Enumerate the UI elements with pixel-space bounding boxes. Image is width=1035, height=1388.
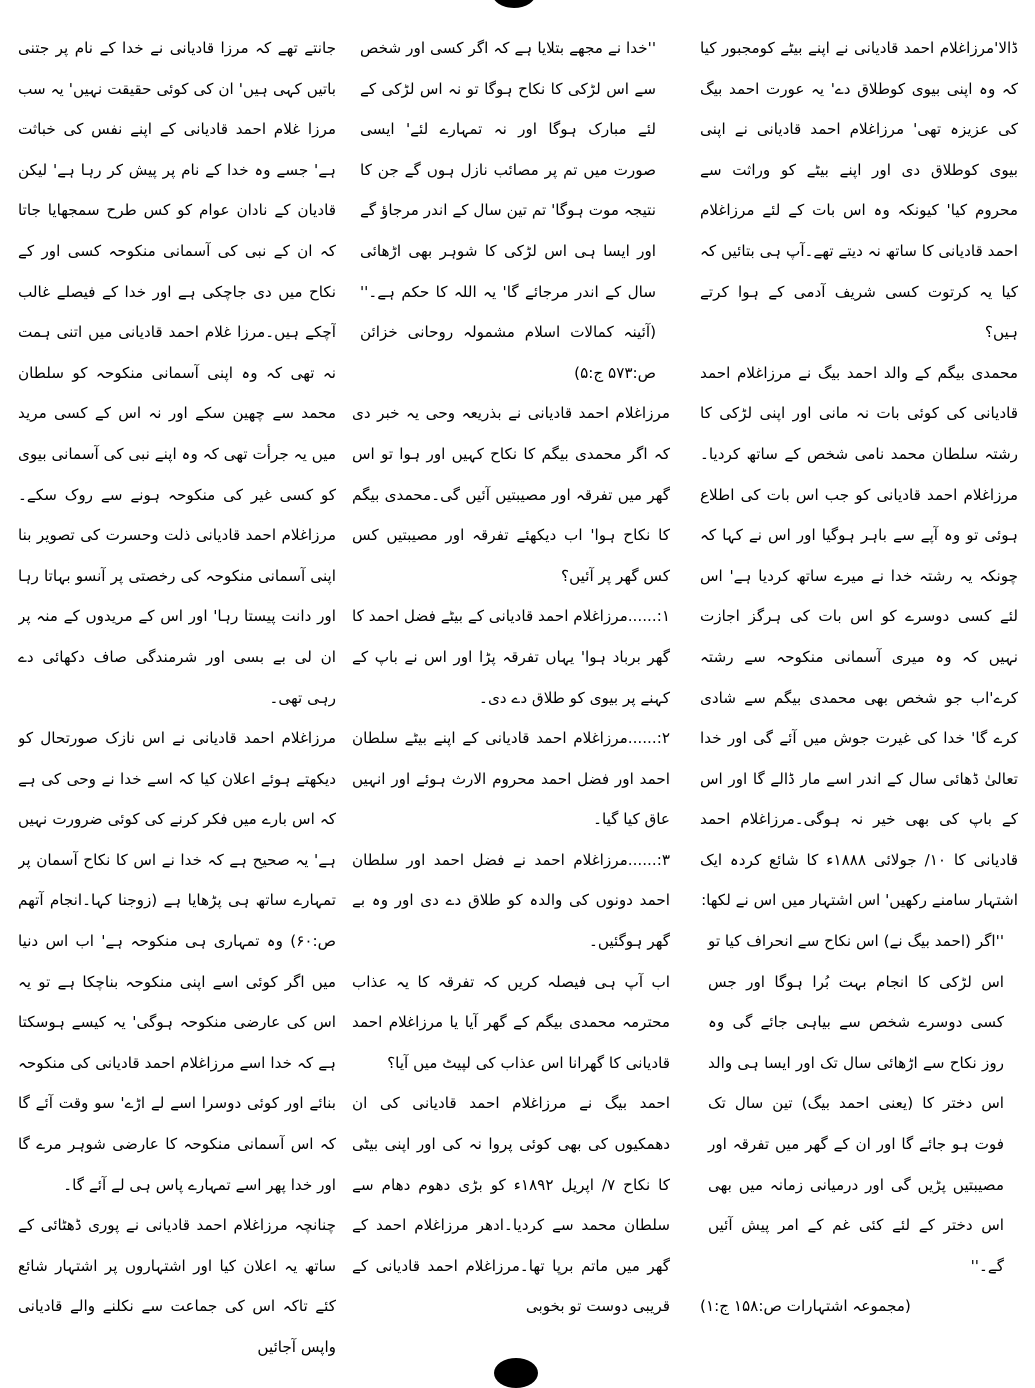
paragraph: چنانچہ مرزاغلام احمد قادیانی نے پوری ڈھٹائی کے ساتھ یہ اعلان کیا اور اشتہاروں پر اشتہار شائع کئے تاکہ اس کی جماعت سے نکلنے والے قادیانی واپس آجائیں	[18, 1216, 336, 1356]
quotation: ''خدا نے مجھے بتلایا ہے کہ اگر کسی اور شخص سے اس لڑکی کا نکاح ہوگا تو نہ اس لڑکی کے لئے مبارک ہوگا اور نہ تمہارے لئے' ایسی صورت میں تم پر مصائب نازل ہوں گے جن کا نتیجہ موت ہوگا' تم تین سال کے اندر مرجاؤ گے اور ایسا ہی اس لڑکی کا شوہر بھی اڑھائی سال کے اندر مرجائے گا' یہ اللہ کا حکم ہے۔'' (آئینہ کمالات اسلام مشمولہ روحانی خزائن ص:۵۷۳ ج:۵)	[360, 39, 656, 382]
page-bottom-ornament	[494, 1358, 538, 1388]
paragraph: احمد بیگ نے مرزاغلام احمد قادیانی کی ان دھمکیوں کی بھی کوئی پروا نہ کی اور اپنی بیٹی کا نکاح ۷/ اپریل ۱۸۹۲ء کو بڑی دھوم دھام سے سلطان محمد سے کردیا۔ادھر مرزاغلام احمد کے گھر میں ماتم برپا تھا۔مرزاغلام احمد قادیانی کے قریبی دوست تو بخوبی	[352, 1094, 670, 1316]
paragraph: محمدی بیگم کے والد احمد بیگ نے مرزاغلام احمد قادیانی کی کوئی بات نہ مانی اور اپنی لڑکی کا رشتہ سلطان محمد نامی شخص کے ساتھ کردیا۔مرزاغلام احمد قادیانی کو جب اس بات کی اطلاع ہوئی تو وہ آپے سے باہر ہوگیا اور اس نے کہا کہ چونکہ یہ رشتہ خدا نے میرے ساتھ کردیا ہے' اس لئے کسی دوسرے کو اس بات کی ہرگز اجازت نہیں کہ وہ میری آسمانی منکوحہ سے رشتہ کرے'اب جو شخص بھی محمدی بیگم سے شادی کرے گا' خدا کی غیرت جوش میں آئے گی اور خدا تعالیٰ ڈھائی سال کے اندر اسے مار ڈالے گا اور اس کے باپ کی بھی خیر نہ ہوگی۔مرزاغلام احمد قادیانی کا ۱۰/ جولائی ۱۸۸۸ء کا شائع کردہ ایک اشتہار سامنے رکھیں' اس اشتہار میں اس نے لکھا:	[700, 363, 1018, 910]
quotation: ''اگر (احمد بیگ نے) اس نکاح سے انحراف کیا تو اس لڑکی کا انجام بہت بُرا ہوگا اور جس کسی دوسرے شخص سے بیاہی جائے گی وہ روز نکاح سے اڑھائی سال تک اور ایسا ہی والد اس دختر کا (یعنی احمد بیگ) تین سال تک فوت ہو جائے گا اور ان کے گھر میں تفرقہ اور مصیبتیں پڑیں گی اور درمیانی زمانہ میں بھی اس دختر کے لئے کئی غم کے امر پیش آئیں گے۔''	[708, 932, 1004, 1275]
paragraph: جانتے تھے کہ مرزا قادیانی نے خدا کے نام پر جتنی باتیں کہی ہیں' ان کی کوئی حقیقت نہیں' یہ سب مرزا غلام احمد قادیانی کے اپنے نفس کی خباثت ہے' جسے وہ خدا کے نام پر پیش کر رہا ہے' لیکن قادیان کے نادان عوام کو کس طرح سمجھایا جاتا کہ ان کے نبی کی آسمانی منکوحہ کسی اور کے نکاح میں دی جاچکی ہے اور خدا کے فیصلے غالب آچکے ہیں۔مرزا غلام احمد قادیانی میں اتنی ہمت نہ تھی کہ وہ اپنی آسمانی منکوحہ کو سلطان محمد سے چھین سکے اور نہ اس کے کسی مرید میں یہ جرأت تھی کہ وہ اپنے نبی کی آسمانی بیوی کو کسی غیر کی منکوحہ ہونے سے روک سکے۔مرزاغلام احمد قادیانی ذلت وحسرت کی تصویر بنا اپنی آسمانی منکوحہ کی رخصتی پر آنسو بہاتا رہا اور دانت پیستا رہا' اور اس کے مریدوں کے منہ پر ان لی بے بسی اور شرمندگی صاف دکھائی دے رہی تھی۔	[18, 39, 336, 707]
paragraph: ڈالا'مرزاغلام احمد قادیانی نے اپنے بیٹے کومجبور کیا کہ وہ اپنی بیوی کوطلاق دے' یہ عورت احمد بیگ کی عزیزہ تھی' مرزاغلام احمد قادیانی نے اپنی بیوی کوطلاق دی اور اپنے بیٹے کو وراثت سے محروم کیا' کیونکہ وہ اس بات کے لئے مرزاغلام احمد قادیانی کا ساتھ نہ دیتے تھے۔آپ ہی بتائیں کہ کیا یہ کرتوت کسی شریف آدمی کے ہوا کرتے ہیں؟	[700, 39, 1018, 342]
paragraph: مرزاغلام احمد قادیانی نے بذریعہ وحی یہ خبر دی کہ اگر محمدی بیگم کا نکاح کہیں اور ہوا تو اس گھر میں تفرقہ اور مصیبتیں آئیں گی۔محمدی بیگم کا نکاح ہوا' اب دیکھئے تفرقہ اور مصیبتیں کس کس گھر پر آئیں؟	[352, 404, 670, 585]
list-item: ۲:......مرزاغلام احمد قادیانی کے اپنے بیٹے سلطان احمد اور فضل احمد محروم الارث ہوئے اور انہیں عاق کیا گیا۔	[352, 729, 670, 829]
citation: (مجموعہ اشتہارات ص:۱۵۸ ج:۱)	[700, 1297, 911, 1316]
list-item: ۱:......مرزاغلام احمد قادیانی کے بیٹے فضل احمد کا گھر برباد ہوا' یہاں تفرقہ پڑا اور اس نے باپ کے کہنے پر بیوی کو طلاق دے دی۔	[352, 607, 670, 707]
text-column-left	[18, 28, 336, 1368]
list-item: ۳:......مرزاغلام احمد نے فضل احمد اور سلطان احمد دونوں کی والدہ کو طلاق دے دی اور وہ بے گھر ہوگئیں۔	[352, 850, 670, 951]
text-column-middle	[352, 28, 670, 1368]
page-top-ornament	[492, 0, 536, 8]
paragraph: مرزاغلام احمد قادیانی نے اس نازک صورتحال کو دیکھتے ہوئے اعلان کیا کہ اسے خدا نے وحی کی ہے کہ اس بارے میں فکر کرنے کی کوئی ضرورت نہیں ہے' یہ صحیح ہے کہ خدا نے اس کا نکاح آسمان پر تمہارے ساتھ ہی پڑھایا ہے (زوجنا کہا۔انجام آتھم ص:۶۰) وہ تمہاری ہی منکوحہ ہے' اب اس دنیا میں اگر کوئی اسے اپنی منکوحہ بناچکا ہے تو یہ اس کی عارضی منکوحہ ہوگی' یہ کیسے ہوسکتا ہے کہ خدا اسے مرزاغلام احمد قادیانی کی منکوحہ بنائے اور کوئی دوسرا اسے لے اڑے' سو وقت آئے گا کہ اس آسمانی منکوحہ کا عارضی شوہر مرے گا اور خدا پھر اسے تمہارے پاس ہی لے آئے گا۔	[18, 729, 336, 1194]
paragraph: اب آپ ہی فیصلہ کریں کہ تفرقہ کا یہ عذاب محترمہ محمدی بیگم کے گھر آیا یا مرزاغلام احمد قادیانی کا گھرانا اس عذاب کی لپیٹ میں آیا؟	[352, 972, 670, 1072]
text-column-right	[700, 28, 1018, 1368]
